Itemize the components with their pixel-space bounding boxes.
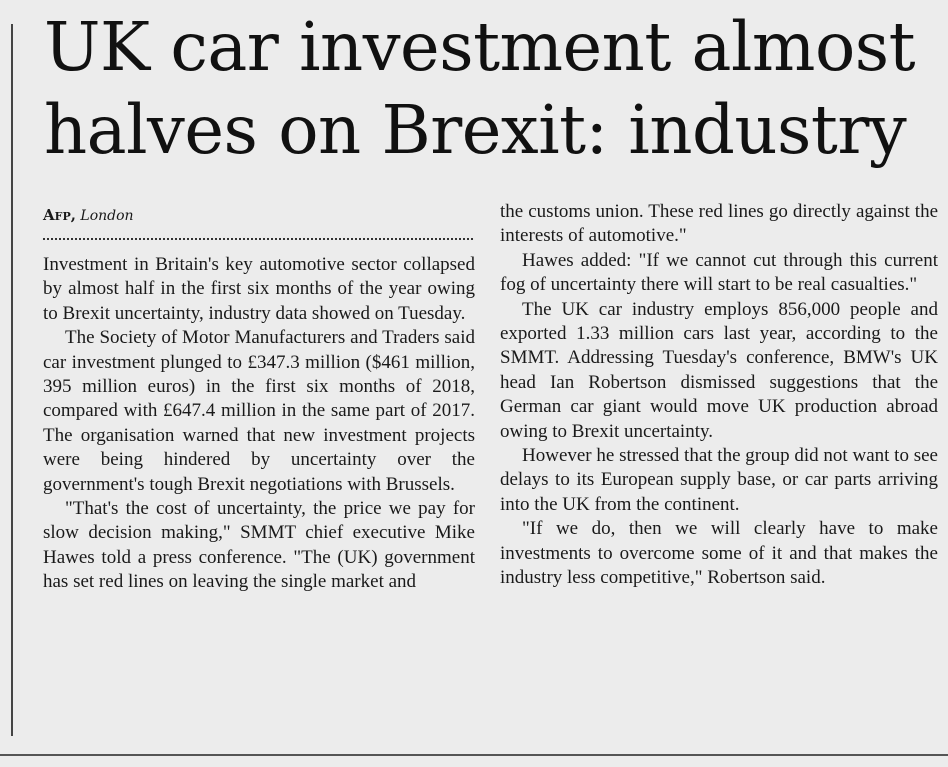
article-column-1 [43,253,475,595]
article-column-2 [500,200,938,591]
bottom-rule [0,754,948,756]
headline-line-2: halves on Brexit: industry [44,91,907,169]
left-column-rule [11,24,13,736]
dotted-divider [43,238,473,240]
paragraph: "That's the cost of uncertainty, the price we pay for slow decision making," SMMT chief executive Mike Hawes told a press conference. "The (UK) government has set red lines on leaving the single market and [43,498,475,593]
paragraph: "If we do, then we will clearly have to make investments to overcome some of it and that makes the industry less competitive," Robertson said. [500,518,938,589]
byline [43,206,134,224]
byline-place: London [80,208,134,224]
paragraph: the customs union. These red lines go directly against the interests of automotive." [500,201,938,247]
paragraph: The UK car industry employs 856,000 people and exported 1.33 million cars last year, according to the SMMT. Addressing Tuesday's conference, BMW's UK head Ian Robertson dismissed suggestions that the German car giant would move UK production abroad owing to Brexit uncertainty. [500,298,938,442]
byline-agency: Afp, [43,206,76,224]
paragraph: Investment in Britain's key automotive sector collapsed by almost half in the first six months of the year owing to Brexit uncertainty, industry data showed on Tuesday. [43,254,475,324]
paragraph: However he stressed that the group did not want to see delays to its European supply base, or car parts arriving into the UK from the continent. [500,445,938,515]
headline-line-1: UK car investment almost [44,8,916,86]
headline [44,6,944,172]
paragraph: The Society of Motor Manufacturers and Traders said car investment plunged to £347.3 million ($461 million, 395 million euros) in the first six months of 2018, compared with £647.4 million in the same part of 2017. The organisation warned that new investment projects were being hindered by uncertainty over the government's tough Brexit negotiations with Brussels. [43,327,475,495]
paragraph: Hawes added: "If we cannot cut through this current fog of uncertainty there will start to be real casualties." [500,249,938,296]
